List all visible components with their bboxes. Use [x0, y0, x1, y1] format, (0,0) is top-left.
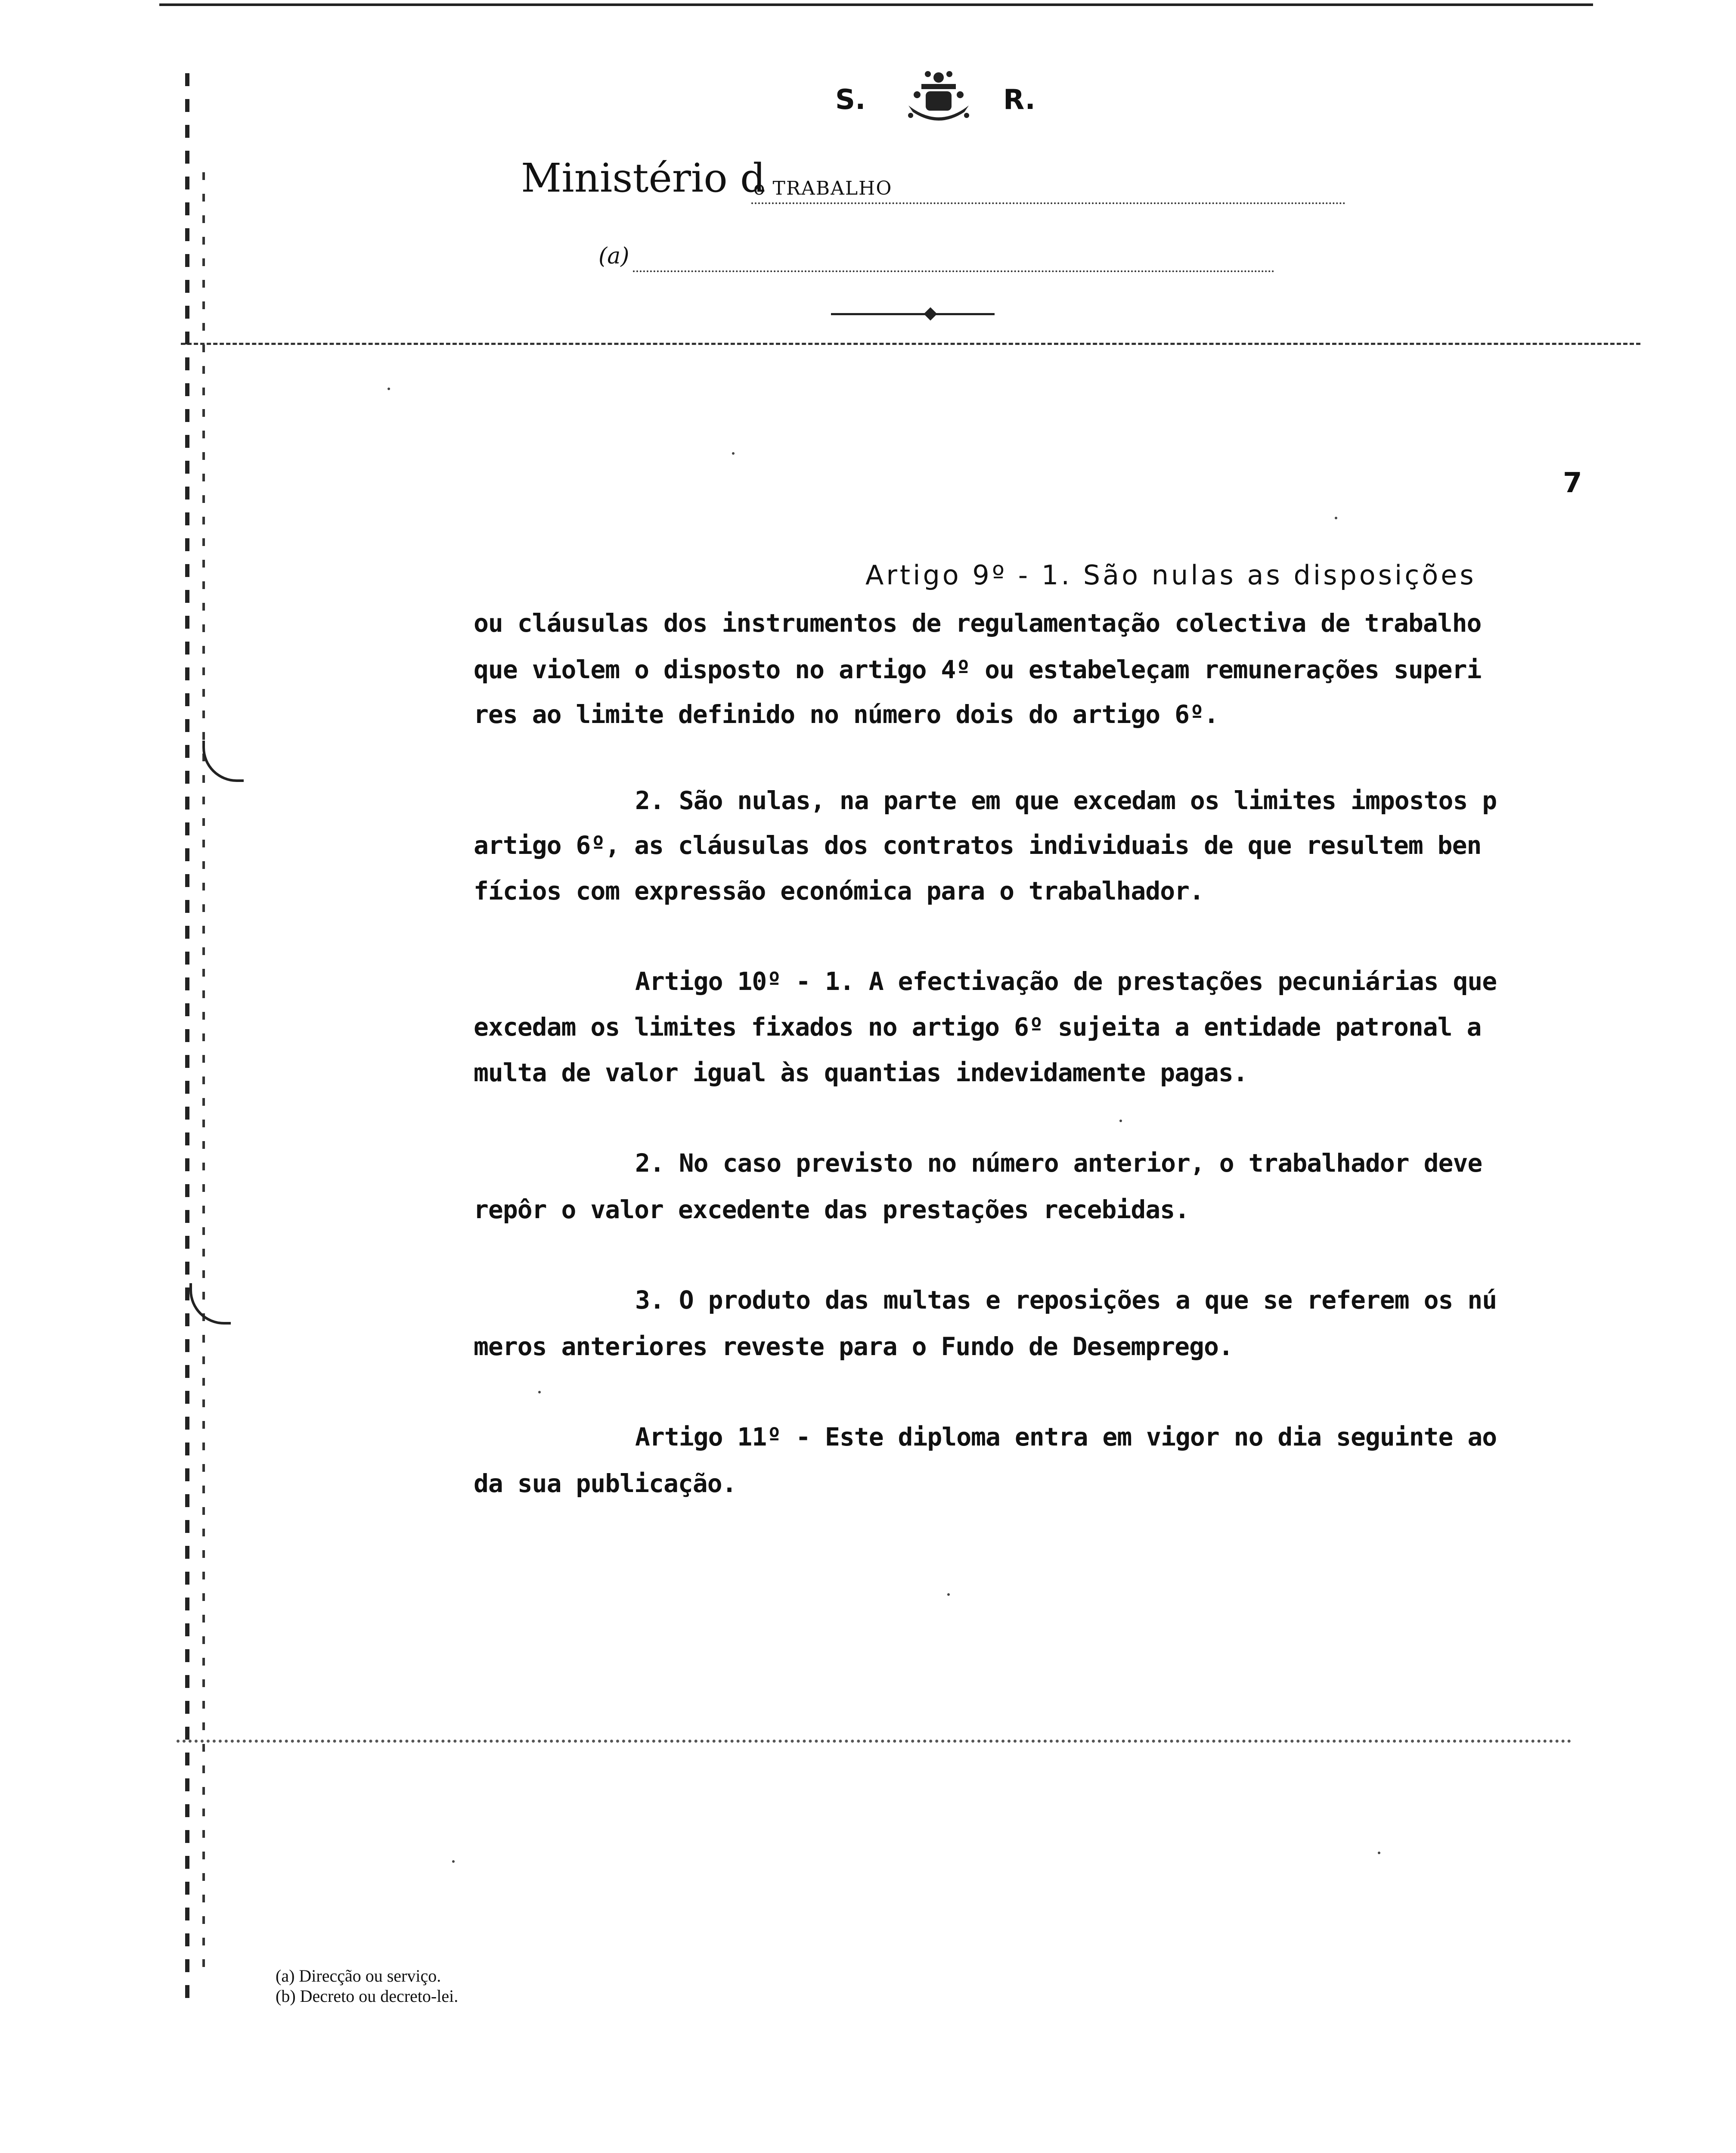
letterhead-left-letter: S.	[835, 84, 866, 116]
text-line: fícios com expressão económica para o trabalhador.	[474, 876, 1204, 906]
text-line: res ao limite definido no número dois do artigo 6º.	[474, 700, 1218, 729]
scan-edge-mark	[202, 172, 205, 1981]
service-fill-line	[633, 270, 1274, 272]
ministry-department: o TRABALHO	[753, 177, 893, 199]
text-line: da sua publicação.	[474, 1469, 737, 1498]
text-line: multa de valor igual às quantias indevidamente pagas.	[474, 1058, 1248, 1087]
coat-of-arms-icon	[891, 65, 986, 129]
scan-speck	[1335, 517, 1337, 519]
footnote: (b) Decreto ou decreto-lei.	[276, 1986, 459, 2006]
text-line: Artigo 9º - 1. São nulas as disposições	[865, 559, 1476, 591]
scan-edge-mark	[185, 73, 189, 2011]
ministry-label: Ministério d	[521, 155, 766, 201]
header-divider	[181, 343, 1640, 345]
body-divider	[177, 1740, 1572, 1743]
text-line: 2. São nulas, na parte em que excedam os limites impostos p	[635, 786, 1497, 815]
page-number: 7	[1563, 467, 1582, 499]
text-line: repôr o valor excedente das prestações recebidas.	[474, 1195, 1190, 1224]
scan-speck	[732, 452, 735, 455]
service-marker: (a)	[598, 243, 629, 269]
ornament-rule	[831, 313, 995, 315]
scan-speck	[452, 1860, 455, 1863]
text-line: Artigo 10º - 1. A efectivação de prestações pecuniárias que	[635, 967, 1497, 996]
text-line: excedam os limites fixados no artigo 6º sujeita a entidade patronal a	[474, 1012, 1482, 1042]
letterhead-right-letter: R.	[1003, 84, 1035, 116]
scan-bracket-mark	[202, 741, 244, 782]
scan-bracket-mark	[189, 1283, 231, 1325]
text-line: 2. No caso previsto no número anterior, o trabalhador deve	[635, 1148, 1482, 1178]
text-line: meros anteriores reveste para o Fundo de Desemprego.	[474, 1332, 1233, 1361]
scan-speck	[947, 1593, 950, 1596]
scan-speck	[388, 388, 390, 390]
ministry-fill-line	[751, 202, 1345, 204]
footnote: (a) Direcção ou serviço.	[276, 1966, 441, 1985]
scan-speck	[1119, 1120, 1122, 1122]
text-line: 3. O produto das multas e reposições a que se referem os nú	[635, 1285, 1497, 1315]
text-line: que violem o disposto no artigo 4º ou estabeleçam remunerações superi	[474, 655, 1482, 684]
text-line: Artigo 11º - Este diploma entra em vigor no dia seguinte ao	[635, 1422, 1497, 1452]
scan-speck	[1378, 1852, 1380, 1854]
top-rule	[159, 3, 1593, 6]
text-line: artigo 6º, as cláusulas dos contratos individuais de que resultem ben	[474, 831, 1482, 860]
scan-speck	[538, 1391, 541, 1393]
text-line: ou cláusulas dos instrumentos de regulamentação colectiva de trabalho	[474, 608, 1482, 638]
ornament-diamond	[924, 307, 937, 320]
